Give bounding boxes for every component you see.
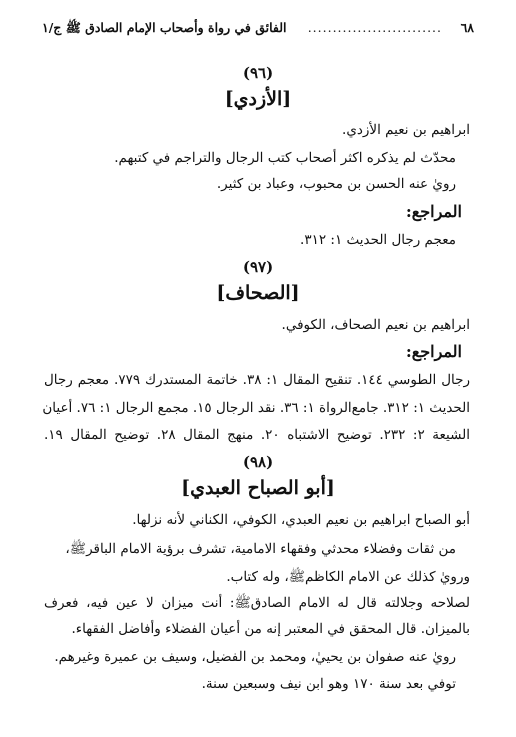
reference-line: الشيعة ٢: ٢٣٢. توضيح الاشتباه ٢٠. منهج المقال ٢٨. توضيح المقال ١٩. — [44, 427, 470, 443]
entry-text-line: رويٰ عنه صفوان بن يحييٰ، ومحمد بن الفضيل، وسيف بن عميرة وغيرهم. — [54, 649, 456, 665]
entry-number: (٩٨) — [242, 453, 274, 471]
entry-number: (٩٧) — [242, 258, 274, 276]
entry-text-line: لصلاحه وجلالته قال له الامام الصادقﷺ: أنت ميزان لا عين فيه، فعرف — [44, 595, 470, 611]
running-title: الفائق في رواة وأصحاب الإمام الصادق ﷺ ج/١ — [42, 20, 287, 35]
entry-text-line: توفي بعد سنة ١٧٠ وهو ابن نيف وسبعين سنة. — [201, 676, 456, 692]
entry-text-line: من ثقات وفضلاء محدثي وفقهاء الامامية، تشرف برؤية الامام الباقرﷺ، — [65, 541, 456, 557]
entry-title: [أبو الصباح العبدي] — [181, 477, 335, 499]
entry-text-line: ابراهيم بن نعيم الصحاف، الكوفي. — [281, 317, 470, 333]
entry-text-line: رويٰ عنه الحسن بن محبوب، وعباد بن كثير. — [216, 176, 456, 192]
references-heading: المراجع: — [405, 342, 462, 361]
entry-text-line: ابراهيم بن نعيم الأزدي. — [342, 122, 470, 138]
header-dot-leader: ........................... — [307, 20, 442, 35]
entry-text-line: بالميزان. قال المحقق في المعتبر إنه من أعيان الفضلاء وأفاضل الفقهاء. — [71, 621, 470, 637]
entry-title: [الأزدي] — [224, 88, 292, 110]
entry-text-line: أبو الصباح ابراهيم بن نعيم العبدي، الكوفي، الكناني لأنه نزلها. — [132, 512, 470, 528]
entry-number: (٩٦) — [242, 64, 274, 82]
entry-text-line: محدّث لم يذكره اكثر أصحاب كتب الرجال والتراجم في كتبهم. — [114, 150, 456, 166]
reference-line: الحديث ١: ٣١٢. جامع‌الرواة ١: ٣٦. نقد الرجال ١٥. مجمع الرجال ١: ٧٦. أعيان — [42, 400, 470, 416]
reference-line: معجم رجال الحديث ١: ٣١٢. — [300, 232, 456, 248]
entry-title: [الصحاف] — [216, 282, 300, 304]
entry-text-line: ورويٰ كذلك عن الامام الكاظمﷺ، وله كتاب. — [226, 569, 470, 585]
page-header — [42, 20, 474, 42]
page-number: ٦٨ — [460, 20, 474, 35]
references-heading: المراجع: — [405, 202, 462, 221]
reference-line: رجال الطوسي ١٤٤. تنقيح المقال ١: ٣٨. خاتمة المستدرك ٧٧٩. معجم رجال — [44, 372, 470, 388]
